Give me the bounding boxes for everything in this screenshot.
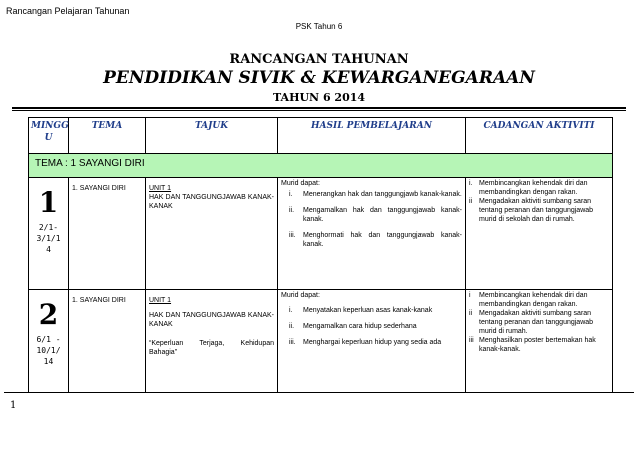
topic-slogan: “Keperluan Terjaga, Kehidupan Bahagia” — [149, 340, 274, 356]
table-row — [29, 290, 613, 393]
theme-row — [29, 154, 613, 178]
column-header-week: MINGG U — [29, 118, 69, 154]
unit-label: UNIT 1 — [149, 297, 172, 304]
unit-label: UNIT 1 — [149, 185, 172, 192]
list-item: iii Menghasilkan poster bertemakan hak kanak-kanak. — [469, 337, 596, 353]
outcomes-intro: Murid dapat: — [281, 292, 320, 299]
list-item: i. Membincangkan kehendak diri dan membandingkan dengan rakan. — [469, 180, 588, 196]
title-divider-thin — [12, 110, 626, 111]
activities-cell — [466, 178, 613, 290]
topic-text: HAK DAN TANGGUNGJAWAB KANAK-KANAK — [149, 194, 274, 210]
year-title: TAHUN 6 2014 — [272, 91, 366, 104]
footer-divider — [4, 392, 634, 393]
theme-cell: 1. SAYANGI DIRI — [69, 178, 146, 290]
outcomes-cell — [278, 290, 466, 393]
list-item: ii. Mengamalkan cara hidup sederhana — [289, 323, 417, 330]
yearly-plan-table — [28, 117, 613, 393]
title-divider — [12, 107, 626, 109]
theme-cell: 1. SAYANGI DIRI — [69, 290, 146, 393]
list-item: ii Mengadakan aktiviti sumbang saran tentang peranan dan tanggungjawab murid di sekolah dan di rumah. — [469, 198, 594, 223]
list-item: ii. Mengamalkan hak dan tanggungjawab kanak-kanak. — [289, 207, 462, 223]
list-item: i. Menerangkan hak dan tanggungjawb kanak-kanak. — [289, 191, 462, 198]
document-title: RANCANGAN TAHUNAN — [229, 52, 409, 67]
week-number: 2 — [38, 298, 59, 331]
week-cell — [29, 178, 69, 290]
theme-label: TEMA : 1 SAYANGI DIRI — [29, 154, 613, 178]
list-item: iii. Menghargai keperluan hidup yang sedia ada — [289, 339, 442, 346]
subject-title: PENDIDIKAN SIVIK & KEWARGANEGARAAN — [103, 68, 535, 88]
page-number: 1 — [10, 400, 17, 411]
running-header-left: Rancangan Pelajaran Tahunan — [6, 6, 130, 16]
outcomes-cell — [278, 178, 466, 290]
week-number: 1 — [38, 186, 59, 219]
week-date: 2/1- 3/1/1 4 — [36, 223, 61, 254]
outcomes-intro: Murid dapat: — [281, 180, 320, 187]
list-item: ii Mengadakan aktiviti sumbang saran tentang peranan dan tanggungjawab murid di rumah. — [469, 310, 594, 335]
week-date: 6/1 - 10/1/ 14 — [36, 335, 61, 366]
list-item: iii. Menghormati hak dan tanggungjawab kanak-kanak. — [289, 232, 462, 248]
column-header-activities: CADANGAN AKTIVITI — [466, 118, 613, 154]
column-header-topic: TAJUK — [146, 118, 278, 154]
table-header-row — [29, 118, 613, 154]
list-item: i. Menyatakan keperluan asas kanak-kanak — [289, 307, 433, 314]
topic-cell — [146, 178, 278, 290]
running-header-center: PSK Tahun 6 — [295, 22, 343, 31]
column-header-outcomes: HASIL PEMBELAJARAN — [278, 118, 466, 154]
week-cell — [29, 290, 69, 393]
activities-cell — [466, 290, 613, 393]
topic-cell — [146, 290, 278, 393]
topic-text: HAK DAN TANGGUNGJAWAB KANAK-KANAK — [149, 312, 274, 328]
table-row — [29, 178, 613, 290]
list-item: i Membincangkan kehendak diri dan membandingkan dengan rakan. — [469, 292, 588, 308]
column-header-theme: TEMA — [69, 118, 146, 154]
